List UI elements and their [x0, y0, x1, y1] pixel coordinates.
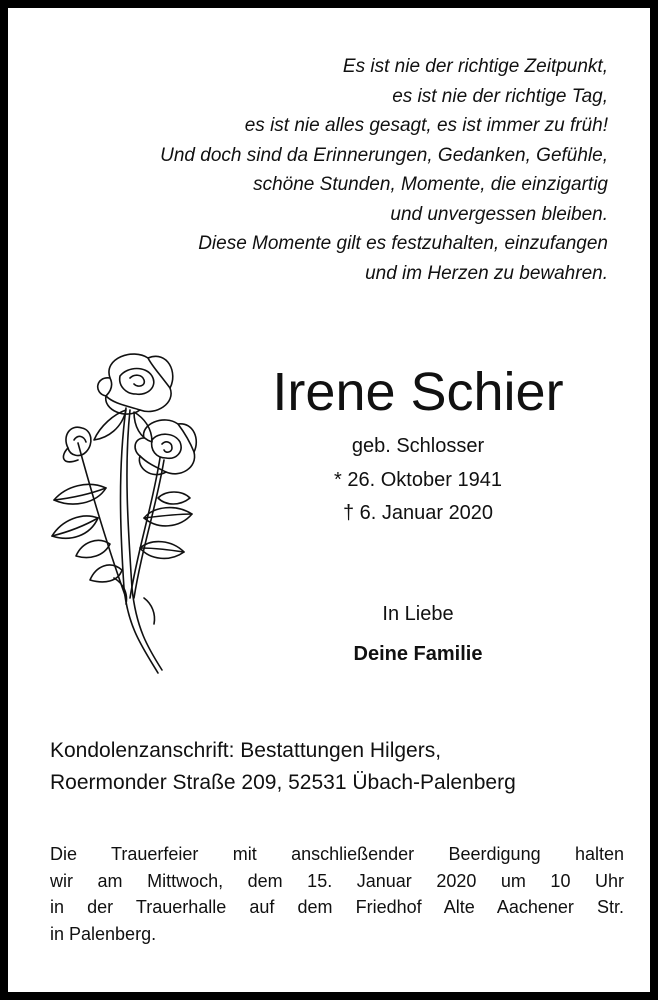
address-line: Roermonder Straße 209, 52531 Übach-Palenberg — [50, 771, 516, 794]
death-date: † 6. Januar 2020 — [342, 502, 494, 524]
birth-date: * 26. Oktober 1941 — [334, 469, 502, 491]
signature-greeting: In Liebe — [382, 603, 454, 625]
notice-line: in Palenberg. — [50, 923, 157, 944]
poem-line: Und doch sind da Erinnerungen, Gedanken, Gefühle, — [160, 144, 608, 166]
poem-line: und im Herzen zu bewahren. — [365, 262, 608, 284]
poem-line: es ist nie alles gesagt, es ist immer zu früh! — [244, 115, 608, 136]
notice-line: wir am Mittwoch, dem 15. Januar 2020 um 10 Uhr — [50, 870, 624, 891]
poem-line: schöne Stunden, Momente, die einzigartig — [253, 174, 608, 195]
poem — [18, 52, 608, 288]
poem-line: und unvergessen bleiben. — [390, 203, 608, 225]
poem-line: Diese Momente gilt es festzuhalten, einzufangen — [198, 233, 608, 254]
deceased-name: Irene Schier — [272, 362, 564, 422]
condolence-address — [50, 735, 630, 799]
poem-line: Es ist nie der richtige Zeitpunkt, — [342, 56, 608, 77]
poem-line: es ist nie der richtige Tag, — [392, 85, 608, 107]
notice-line: in der Trauerhalle auf dem Friedhof Alte Aachener Str. — [50, 897, 624, 917]
signature-family: Deine Familie — [353, 643, 483, 665]
funeral-notice — [50, 841, 624, 947]
rose-illustration-icon — [48, 348, 203, 678]
address-line: Kondolenzanschrift: Bestattungen Hilgers, — [50, 739, 442, 762]
birth-name: geb. Schlosser — [351, 435, 485, 457]
notice-line: Die Trauerfeier mit anschließender Beerdigung halten — [50, 844, 624, 864]
